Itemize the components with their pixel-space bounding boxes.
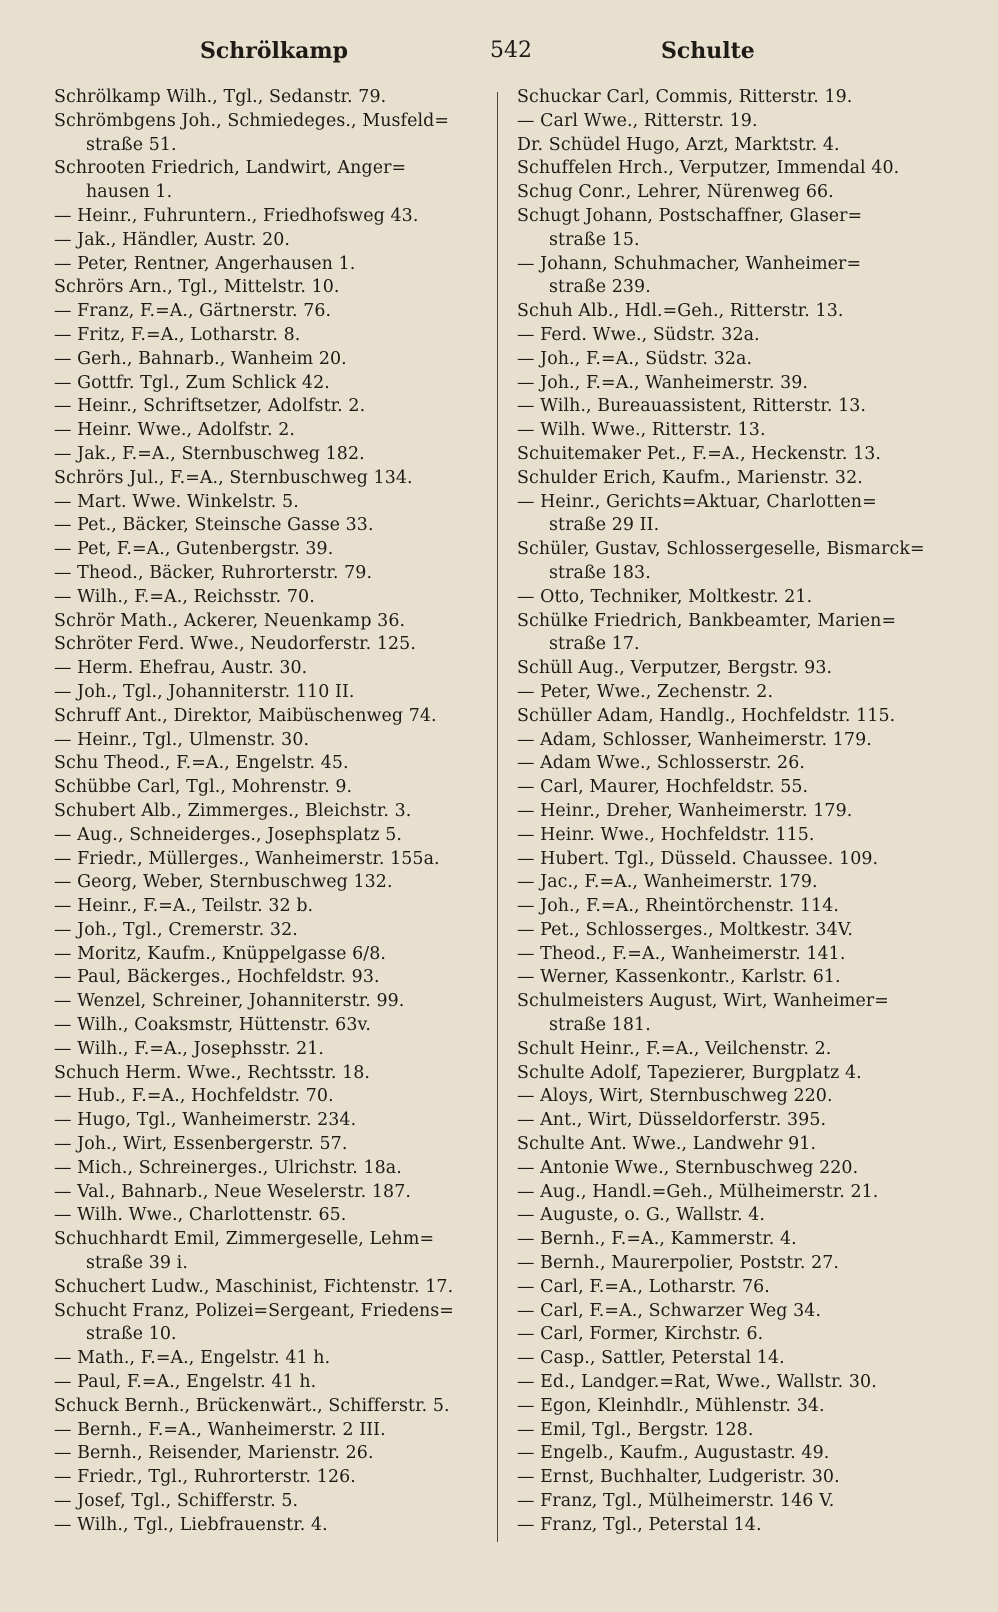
directory-entry: Schulmeisters August, Wirt, Wanheimer=	[517, 991, 889, 1012]
directory-entry: — Gerh., Bahnarb., Wanheim 20.	[54, 348, 347, 369]
left-column	[54, 86, 484, 1538]
directory-entry: — Heinr., Dreher, Wanheimerstr. 179.	[517, 800, 853, 821]
directory-entry: straße 29 II.	[549, 515, 660, 536]
directory-entry: — Friedr., Müllerges., Wanheimerstr. 155a.	[54, 848, 440, 869]
right-column	[517, 86, 982, 1538]
page-number: 542	[490, 38, 532, 63]
directory-entry: Schrörs Arn., Tgl., Mittelstr. 10.	[54, 277, 340, 298]
directory-entry: Schübbe Carl, Tgl., Mohrenstr. 9.	[54, 777, 353, 798]
directory-entry: — Val., Bahnarb., Neue Weselerstr. 187.	[54, 1181, 411, 1202]
directory-entry: straße 39 i.	[86, 1253, 188, 1274]
directory-entry: — Heinr., F.=A., Teilstr. 32 b.	[54, 896, 314, 917]
directory-entry: — Jak., F.=A., Sternbuschweg 182.	[54, 443, 365, 464]
directory-entry: Schuitemaker Pet., F.=A., Heckenstr. 13.	[517, 443, 882, 464]
directory-entry: Schrömbgens Joh., Schmiedeges., Musfeld=	[54, 110, 450, 131]
directory-entry: — Moritz, Kaufm., Knüppelgasse 6/8.	[54, 943, 387, 964]
directory-entry: Schug Conr., Lehrer, Nürenweg 66.	[517, 182, 834, 203]
directory-entry: — Hubert. Tgl., Düsseld. Chaussee. 109.	[517, 848, 879, 869]
directory-entry: — Antonie Wwe., Sternbuschweg 220.	[517, 1157, 859, 1178]
directory-entry: — Carl, Former, Kirchstr. 6.	[517, 1324, 764, 1345]
directory-entry: Schrölkamp Wilh., Tgl., Sedanstr. 79.	[54, 87, 387, 107]
directory-entry: — Ferd. Wwe., Südstr. 32a.	[517, 324, 760, 345]
directory-entry: — Wilh., Coaksmstr, Hüttenstr. 63v.	[54, 1015, 371, 1036]
directory-entry: — Ed., Landger.=Rat, Wwe., Wallstr. 30.	[517, 1372, 877, 1393]
directory-entry: — Joh., Tgl., Johanniterstr. 110 II.	[54, 681, 355, 702]
directory-entry: — Mich., Schreinerges., Ulrichstr. 18a.	[54, 1157, 402, 1178]
directory-entry: — Carl, F.=A., Lotharstr. 76.	[517, 1276, 770, 1297]
directory-entry: Schrooten Friedrich, Landwirt, Anger=	[54, 158, 407, 179]
header-left-keyword: Schrölkamp	[200, 38, 349, 64]
directory-entry: — Heinr., Fuhruntern., Friedhofsweg 43.	[54, 205, 419, 226]
directory-entry: — Heinr., Tgl., Ulmenstr. 30.	[54, 729, 310, 750]
directory-entry: — Casp., Sattler, Peterstal 14.	[517, 1348, 785, 1369]
directory-entry: Schülke Friedrich, Bankbeamter, Marien=	[517, 610, 897, 631]
directory-entry: — Franz, F.=A., Gärtnerstr. 76.	[54, 301, 332, 322]
directory-entry: straße 181.	[549, 1015, 651, 1036]
directory-entry: straße 183.	[549, 562, 651, 583]
directory-entry: Schubert Alb., Zimmerges., Bleichstr. 3.	[54, 800, 412, 821]
directory-entry: — Hugo, Tgl., Wanheimerstr. 234.	[54, 1110, 357, 1131]
directory-entry: — Joh., Wirt, Essenbergerstr. 57.	[54, 1134, 348, 1155]
directory-entry: — Otto, Techniker, Moltkestr. 21.	[517, 586, 813, 607]
directory-entry: Schuchhardt Emil, Zimmergeselle, Lehm=	[54, 1229, 435, 1250]
directory-entry: — Pet, F.=A., Gutenbergstr. 39.	[54, 539, 334, 560]
directory-entry: — Ernst, Buchhalter, Ludgeristr. 30.	[517, 1467, 840, 1488]
directory-entry: — Heinr., Schriftsetzer, Adolfstr. 2.	[54, 396, 366, 417]
directory-entry: Schrör Math., Ackerer, Neuenkamp 36.	[54, 610, 406, 631]
directory-entry: Schulte Adolf, Tapezierer, Burgplatz 4.	[517, 1062, 862, 1083]
directory-entry: — Joh., Tgl., Cremerstr. 32.	[54, 919, 298, 940]
directory-entry: — Wilh., Bureauassistent, Ritterstr. 13.	[517, 396, 867, 417]
directory-entry: — Heinr. Wwe., Hochfeldstr. 115.	[517, 824, 815, 845]
directory-entry: — Herm. Ehefrau, Austr. 30.	[54, 658, 308, 679]
directory-entry: — Werner, Kassenkontr., Karlstr. 61.	[517, 967, 841, 988]
directory-entry: straße 17.	[549, 634, 640, 655]
directory-entry: — Auguste, o. G., Wallstr. 4.	[517, 1205, 766, 1226]
directory-entry: — Pet., Schlosserges., Moltkestr. 34V.	[517, 919, 853, 940]
directory-entry: — Adam Wwe., Schlosserstr. 26.	[517, 753, 805, 774]
directory-entry: — Wilh., F.=A., Reichsstr. 70.	[54, 586, 315, 607]
directory-entry: — Engelb., Kaufm., Augustastr. 49.	[517, 1443, 830, 1464]
directory-entry: Schüler, Gustav, Schlossergeselle, Bismarck=	[517, 539, 925, 560]
directory-entry: — Aug., Handl.=Geh., Mülheimerstr. 21.	[517, 1181, 879, 1202]
directory-entry: — Heinr., Gerichts=Aktuar, Charlotten=	[517, 491, 877, 512]
directory-entry: — Ant., Wirt, Düsseldorferstr. 395.	[517, 1110, 827, 1131]
directory-entry: straße 15.	[549, 229, 640, 250]
directory-entry: — Johann, Schuhmacher, Wanheimer=	[517, 253, 862, 274]
directory-entry: Schuffelen Hrch., Verputzer, Immendal 40.	[517, 158, 900, 179]
column-divider	[497, 92, 498, 1542]
directory-entry: — Paul, F.=A., Engelstr. 41 h.	[54, 1372, 317, 1393]
directory-entry: — Theod., F.=A., Wanheimerstr. 141.	[517, 943, 846, 964]
directory-entry: — Wenzel, Schreiner, Johanniterstr. 99.	[54, 991, 405, 1012]
directory-entry: Schult Heinr., F.=A., Veilchenstr. 2.	[517, 1038, 832, 1059]
directory-entry: straße 51.	[86, 134, 177, 155]
directory-entry: — Peter, Wwe., Zechenstr. 2.	[517, 681, 774, 702]
directory-entry: — Emil, Tgl., Bergstr. 128.	[517, 1419, 754, 1440]
directory-entry: Schuch Herm. Wwe., Rechtsstr. 18.	[54, 1062, 371, 1083]
header-right-keyword: Schulte	[661, 38, 755, 64]
directory-entry: — Aloys, Wirt, Sternbuschweg 220.	[517, 1086, 833, 1107]
directory-entry: — Bernh., Reisender, Marienstr. 26.	[54, 1443, 374, 1464]
directory-entry: — Pet., Bäcker, Steinsche Gasse 33.	[54, 515, 374, 536]
directory-entry: — Wilh. Wwe., Charlottenstr. 65.	[54, 1205, 347, 1226]
directory-entry: — Joh., F.=A., Südstr. 32a.	[517, 348, 753, 369]
directory-entry: Schuck Bernh., Brückenwärt., Schifferstr. 5.	[54, 1395, 450, 1416]
directory-entry: Schrörs Jul., F.=A., Sternbuschweg 134.	[54, 467, 413, 488]
directory-entry: Schuh Alb., Hdl.=Geh., Ritterstr. 13.	[517, 301, 844, 322]
directory-entry: Schuckar Carl, Commis, Ritterstr. 19.	[517, 87, 853, 107]
directory-entry: — Wilh. Wwe., Ritterstr. 13.	[517, 420, 766, 441]
directory-entry: — Wilh., Tgl., Liebfrauenstr. 4.	[54, 1514, 328, 1535]
directory-entry: Schuchert Ludw., Maschinist, Fichtenstr. 17.	[54, 1276, 454, 1297]
directory-entry: — Hub., F.=A., Hochfeldstr. 70.	[54, 1086, 334, 1107]
directory-entry: Schugt Johann, Postschaffner, Glaser=	[517, 205, 863, 226]
directory-entry: — Jac., F.=A., Wanheimerstr. 179.	[517, 872, 818, 893]
directory-entry: — Aug., Schneiderges., Josephsplatz 5.	[54, 824, 403, 845]
directory-entry: — Mart. Wwe. Winkelstr. 5.	[54, 491, 299, 512]
directory-entry: — Theod., Bäcker, Ruhrorterstr. 79.	[54, 562, 373, 583]
directory-entry: Dr. Schüdel Hugo, Arzt, Marktstr. 4.	[517, 134, 840, 155]
directory-entry: — Fritz, F.=A., Lotharstr. 8.	[54, 324, 301, 345]
directory-entry: — Peter, Rentner, Angerhausen 1.	[54, 253, 356, 274]
directory-entry: — Franz, Tgl., Mülheimerstr. 146 V.	[517, 1491, 835, 1512]
directory-entry: — Joh., F.=A., Rheintörchenstr. 114.	[517, 896, 839, 917]
directory-entry: — Bernh., F.=A., Kammerstr. 4.	[517, 1229, 797, 1250]
directory-entry: — Wilh., F.=A., Josephsstr. 21.	[54, 1038, 325, 1059]
directory-entry: hausen 1.	[86, 182, 173, 203]
directory-entry: — Bernh., Maurerpolier, Poststr. 27.	[517, 1253, 840, 1274]
directory-entry: Schröter Ferd. Wwe., Neudorferstr. 125.	[54, 634, 416, 655]
directory-entry: — Heinr. Wwe., Adolfstr. 2.	[54, 420, 296, 441]
directory-entry: Schu Theod., F.=A., Engelstr. 45.	[54, 753, 349, 774]
directory-entry: Schulte Ant. Wwe., Landwehr 91.	[517, 1134, 817, 1155]
directory-entry: straße 10.	[86, 1324, 177, 1345]
directory-entry: — Carl, F.=A., Schwarzer Weg 34.	[517, 1300, 822, 1321]
directory-entry: — Josef, Tgl., Schifferstr. 5.	[54, 1491, 299, 1512]
directory-entry: — Adam, Schlosser, Wanheimerstr. 179.	[517, 729, 872, 750]
directory-entry: — Joh., F.=A., Wanheimerstr. 39.	[517, 372, 809, 393]
directory-entry: — Carl, Maurer, Hochfeldstr. 55.	[517, 777, 809, 798]
directory-entry: Schruff Ant., Direktor, Maibüschenweg 74.	[54, 705, 437, 726]
directory-entry: straße 239.	[549, 277, 651, 298]
directory-entry: — Friedr., Tgl., Ruhrorterstr. 126.	[54, 1467, 356, 1488]
directory-entry: — Bernh., F.=A., Wanheimerstr. 2 III.	[54, 1419, 386, 1440]
directory-entry: — Georg, Weber, Sternbuschweg 132.	[54, 872, 393, 893]
directory-entry: — Egon, Kleinhdlr., Mühlenstr. 34.	[517, 1395, 825, 1416]
page-header	[0, 38, 998, 74]
directory-entry: Schüll Aug., Verputzer, Bergstr. 93.	[517, 658, 833, 679]
directory-entry: Schulder Erich, Kaufm., Marienstr. 32.	[517, 467, 863, 488]
directory-entry: — Gottfr. Tgl., Zum Schlick 42.	[54, 372, 330, 393]
directory-entry: — Paul, Bäckerges., Hochfeldstr. 93.	[54, 967, 380, 988]
directory-entry: Schucht Franz, Polizei=Sergeant, Friedens=	[54, 1300, 454, 1321]
directory-entry: Schüller Adam, Handlg., Hochfeldstr. 115.	[517, 705, 896, 726]
directory-entry: — Franz, Tgl., Peterstal 14.	[517, 1514, 762, 1535]
directory-entry: — Jak., Händler, Austr. 20.	[54, 229, 291, 250]
directory-entry: — Math., F.=A., Engelstr. 41 h.	[54, 1348, 331, 1369]
directory-entry: — Carl Wwe., Ritterstr. 19.	[517, 110, 758, 131]
